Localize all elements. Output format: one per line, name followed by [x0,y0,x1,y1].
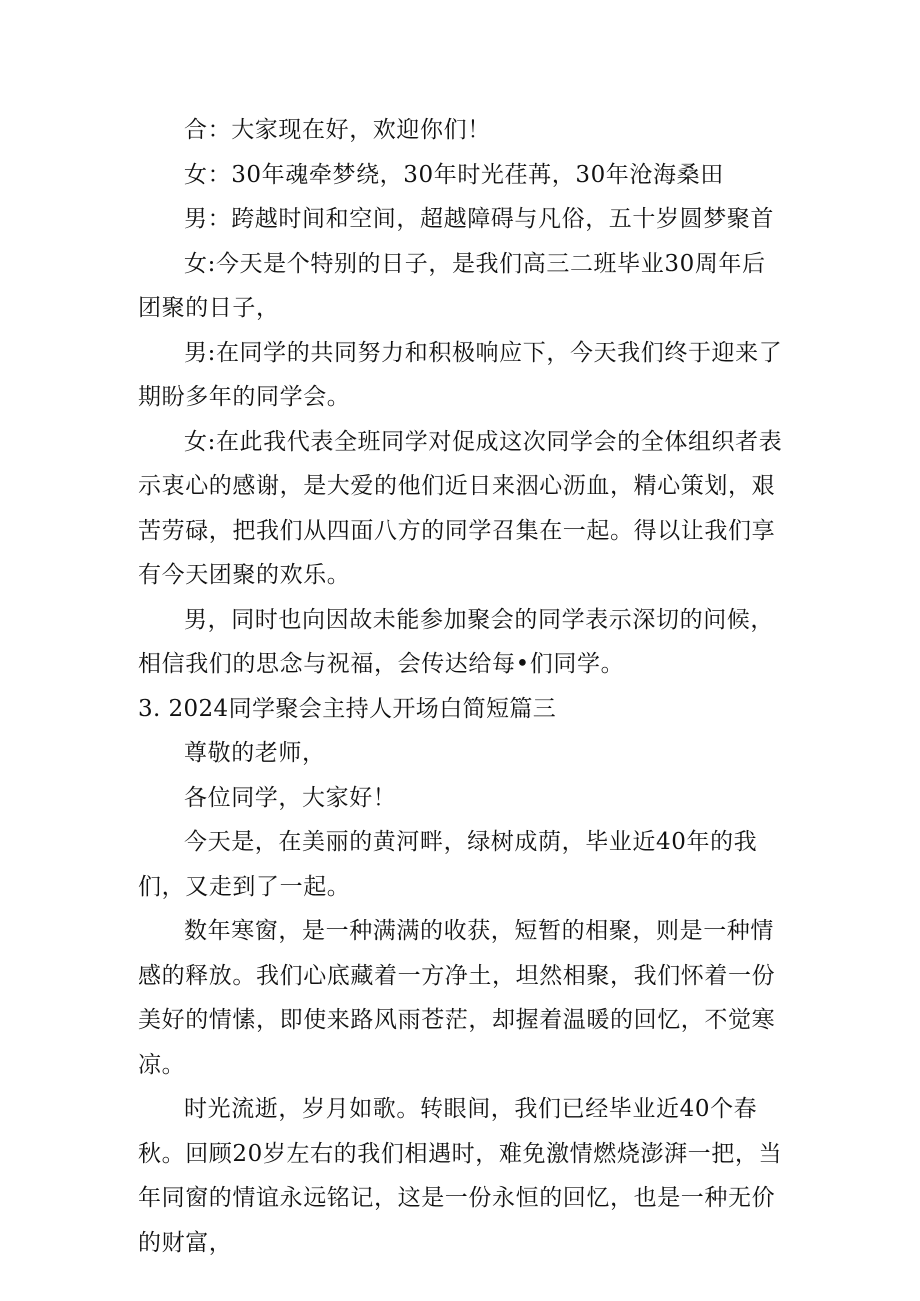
paragraph-time-flies: 时光流逝，岁月如歌。转眼间，我们已经毕业近40个春秋。回顾20岁左右的我们相遇时，难免激情燃烧澎湃一把，当年同窗的情谊永远铭记，这是一份永恒的回忆，也是一种无价的财富， [138,1096,783,1256]
document-body [138,108,788,1265]
paragraph-female-30-years: 女：30年魂牵梦绕，30年时光荏苒，30年沧海桑田 [184,161,724,188]
paragraph-female-thanks: 女:在此我代表全班同学对促成这次同学会的全体组织者表示衷心的感谢，是大爱的他们近日来洇心沥血，精心策划，艰苦劳碌，把我们从四面八方的同学召集在一起。得以让我们享有今天团聚的欢乐。 [138,428,783,588]
paragraph-welcome: 合：大家现在好，欢迎你们！ [184,117,491,143]
paragraph-years-of-study: 数年寒窗，是一种满满的收获，短暂的相聚，则是一种情感的释放。我们心底藏着一方净土，坦然相聚，我们怀着一份美好的情愫，即使来路风雨苍茫，却握着温暖的回忆，不觉寒凉。 [138,918,776,1078]
paragraph-respected-teachers: 尊敬的老师， [184,740,326,766]
paragraph-male-crossing-time: 男：跨越时间和空间，超越障碍与凡俗，五十岁圆梦聚首 [184,206,774,232]
paragraph-male-greetings: 男，同时也向因故未能参加聚会的同学表示深切的问候，相信我们的思念与祝福，会传达给每•们同学。 [138,606,774,677]
paragraph-female-special-day: 女:今天是个特别的日子，是我们高三二班毕业30周年后团聚的日子， [138,250,766,321]
paragraph-yellow-river: 今天是，在美丽的黄河畔，绿树成荫，毕业近40年的我们，又走到了一起。 [138,829,758,900]
paragraph-male-reunion: 男:在同学的共同努力和积极响应下，今天我们终于迎来了期盼多年的同学会。 [138,339,783,410]
paragraph-hello-classmates: 各位同学，大家好！ [184,784,397,811]
section-heading: 3. 2024同学聚会主持人开场白简短篇三 [138,695,557,722]
